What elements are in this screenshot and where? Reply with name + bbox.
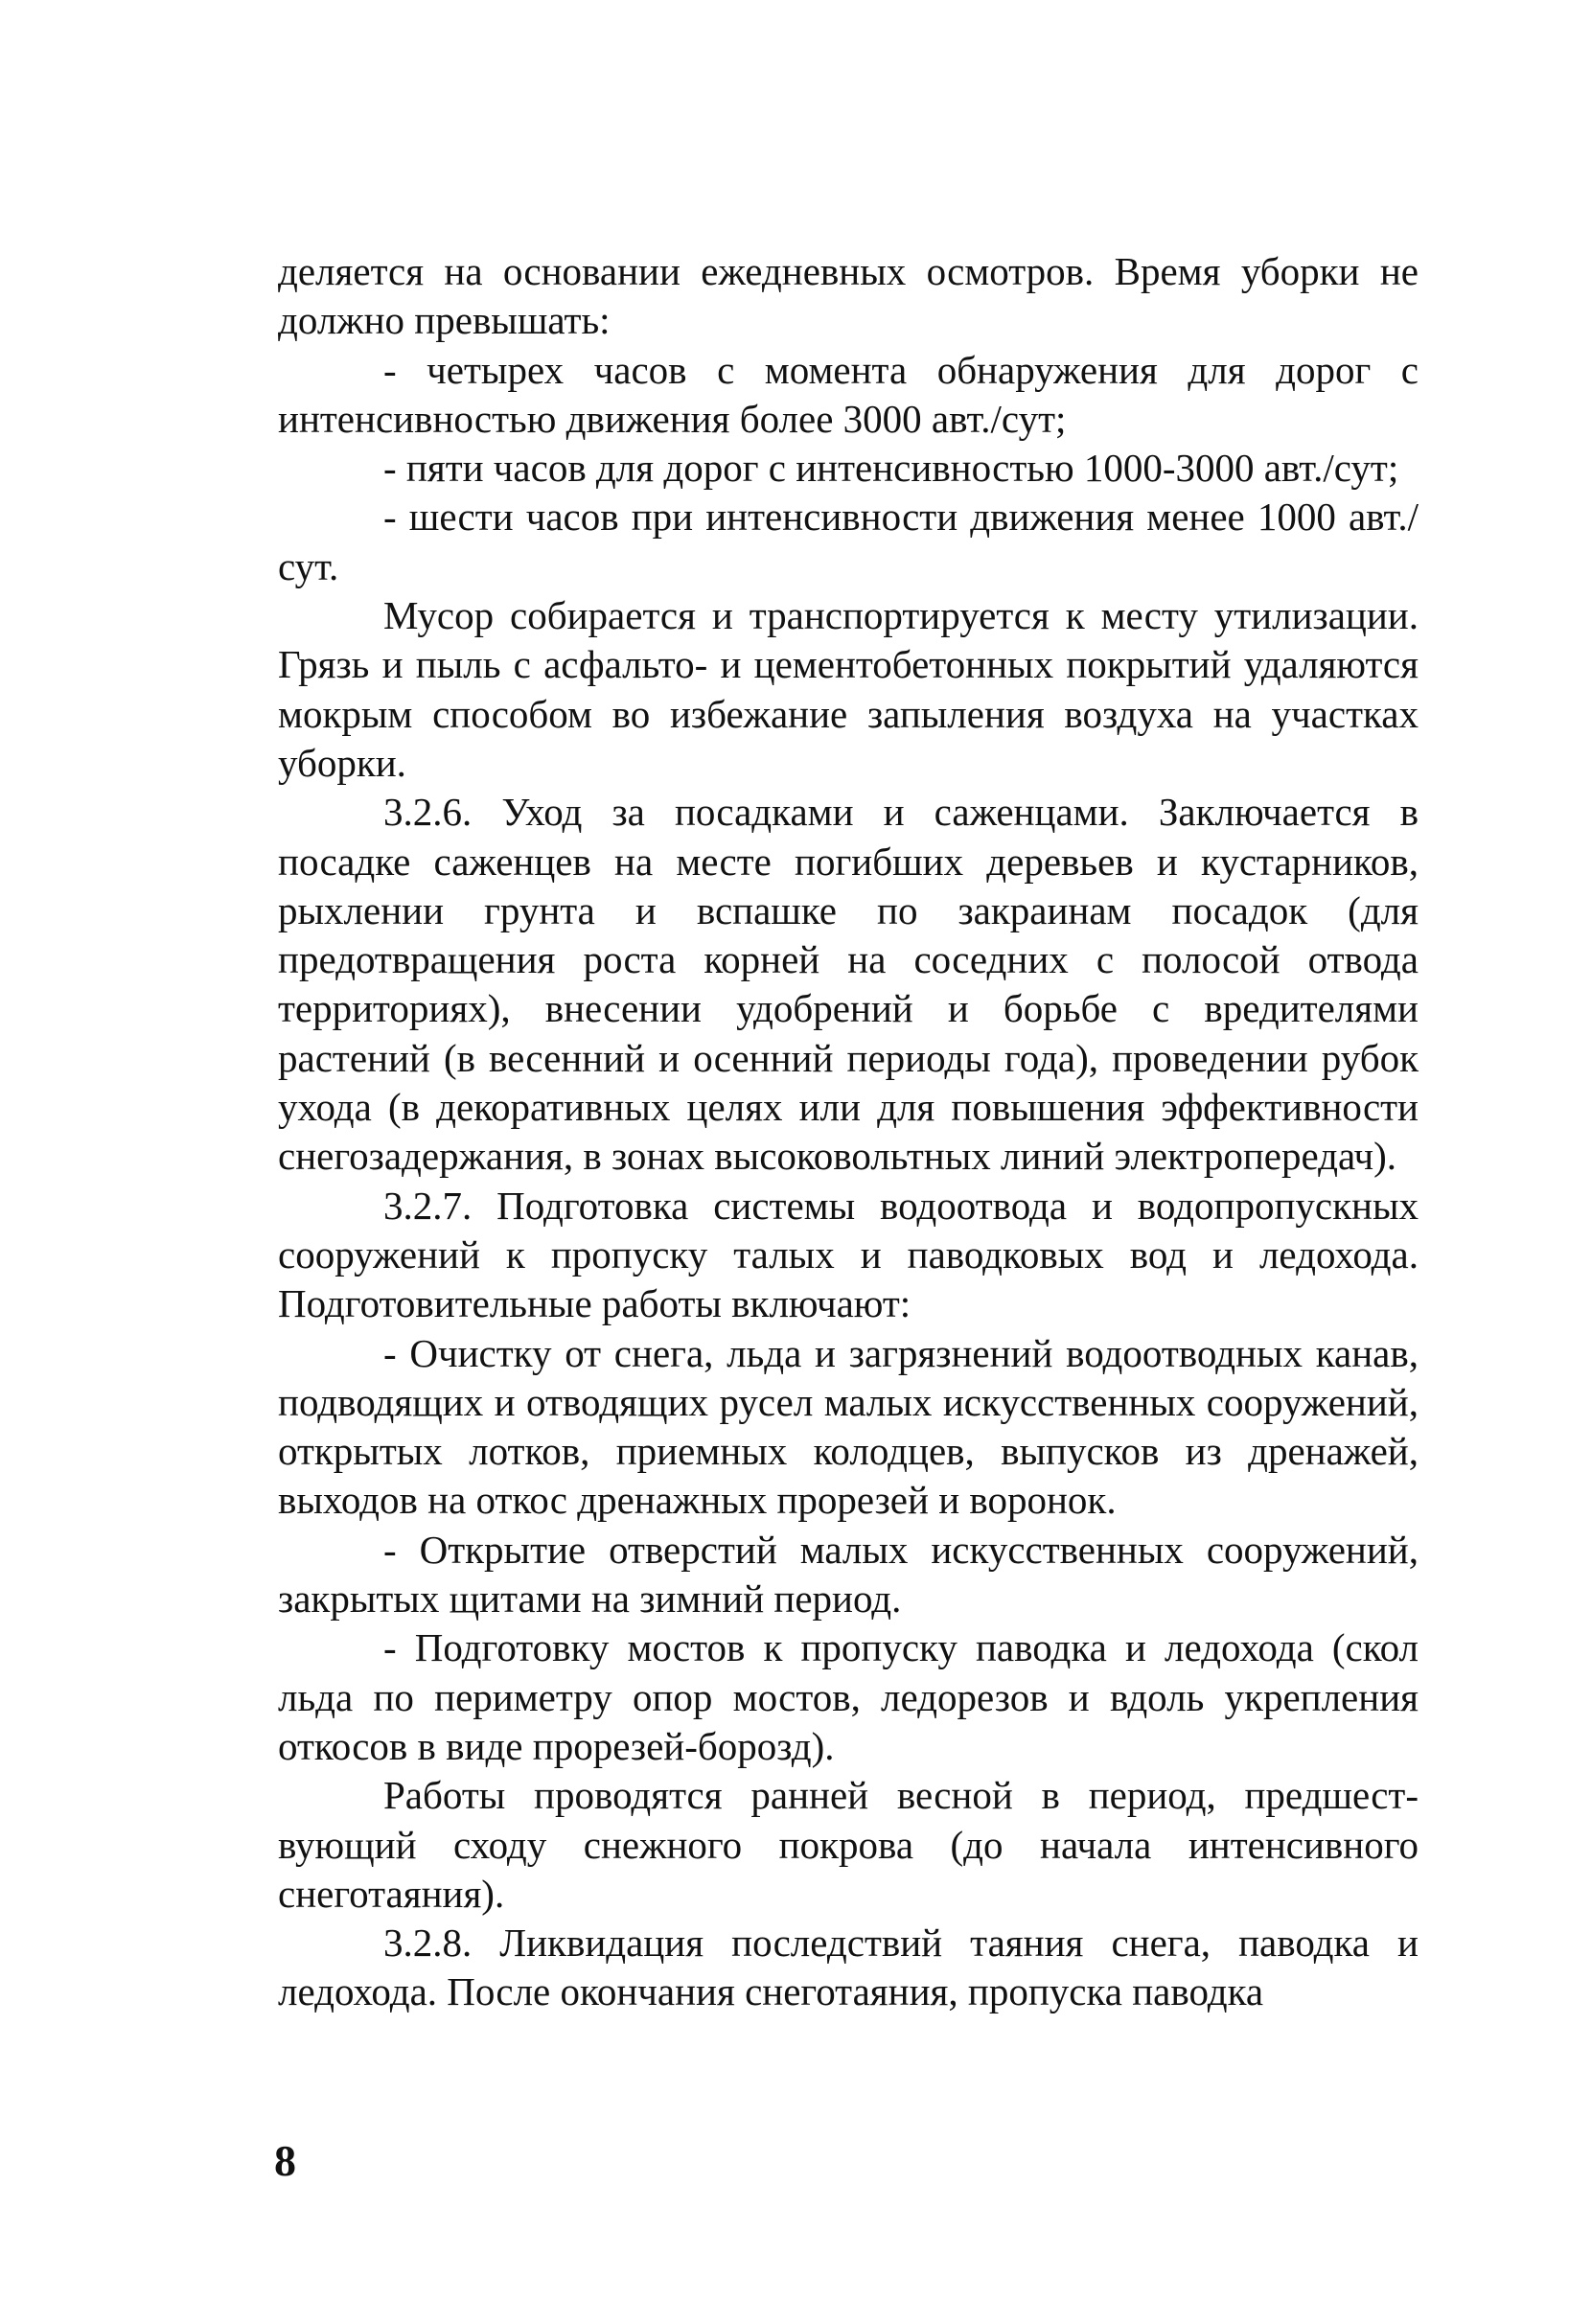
paragraph: - Открытие отверстий малых искусственных сооружений, закрытых щитами на зимний период. xyxy=(278,1527,1419,1622)
paragraph: 3.2.7. Подготовка системы водоотвода и водопропускных сооружений к пропуску талых и паводковых вод и ледохода. Подготовительные работы включают: xyxy=(278,1183,1419,1326)
paragraph: 3.2.6. Уход за посадками и саженцами. Заключается в посадке саженцев на месте погибших деревьев и кустарников, рыхлении грунта и вспашке по закраинам посадок (для предотвращения роста корней на соседних с полосой отвода территориях), внесении удобрений и борьбе с вредителями растений (в весенний и осенний периоды года), проведении рубок ухода (в декоративных целях или для повышения эффективности снегозадержания, в зонах высоковольтных линий электропередач). xyxy=(278,790,1419,1179)
page-number: 8 xyxy=(274,2136,296,2185)
page-body xyxy=(278,247,1419,2017)
paragraph: - пяти часов для дорог с интенсивностью 1000-3000 авт./сут; xyxy=(383,446,1399,491)
paragraph: - четырех часов с момента обнаружения для дорог с интенсивностью движения более 3000 авт./сут; xyxy=(278,347,1419,441)
paragraph: Мусор собирается и транспортируется к месту утилизации. Грязь и пыль с асфальто- и цементобетонных покрытий удаляются мокрым способом во избежание запыления воздуха на участках уборки. xyxy=(278,593,1419,785)
paragraph: 3.2.8. Ликвидация последствий таяния снега, паводка и ледохода. После окончания снеготаяния, пропуска паводка xyxy=(278,1921,1419,2014)
paragraph: деляется на основании ежедневных осмотров. Время уборки не должно превышать: xyxy=(278,249,1419,343)
paragraph: - Очистку от снега, льда и загрязнений водоотводных канав, подводящих и отводящих русел малых искусственных сооружений, открытых лотков, приемных колодцев, выпусков из дренажей, выходов на откос дренажных прорезей и воронок. xyxy=(278,1330,1419,1523)
paragraph: - Подготовку мостов к пропуску паводка и ледохода (скол льда по периметру опор мостов, ледорезов и вдоль укрепления откосов в виде прорезей-борозд). xyxy=(278,1625,1419,1768)
paragraph: - шести часов при интенсивности движения менее 1000 авт./ сут. xyxy=(278,495,1419,588)
paragraph: Работы проводятся ранней весной в период, предшест-вующий сходу снежного покрова (до начала интенсивного снеготаяния). xyxy=(278,1773,1419,1916)
